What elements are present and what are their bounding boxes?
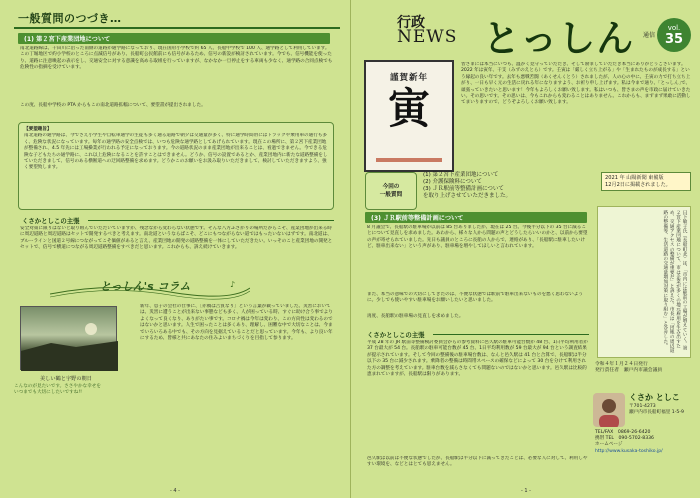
- answer-text: 南北道路の通学路は、今でさえ小学生や自転車通学の生徒も多く通る道路で朝夕は交通量が多く、特に通学時間帯にはトラックや乗用車の通行も多く、危険な状況になっています。毎年の通学路の安全点検では、いつも危険な通学路としてあげられています。現在この場所に、第２宮下産業団地が整備され、4.5 年先には工場操業が行われる予定になっております。今の道路状況のまま産業団地が出来ることは、看過できません。今できる危険な子どもたちの通学路に、これ以上危険になることを許すことはできません。どうか、信号の設置であるとか、産業団地内に新たな道路整備をしていただきまして、信号のある横断道への迂回路整備を求めます。どうかこのお願いをお汲み取りいただきまして、検討していただきますよう、強く要望致します。: [24, 133, 328, 171]
- address: 瀬戸内市長船町福里 1-5-9: [629, 410, 684, 415]
- logo-title: とっしん: [483, 17, 635, 60]
- issue-date: 令和４年１月２４日発行: [595, 362, 648, 367]
- claim-title: くさかとしこの主張: [367, 331, 425, 339]
- claim-body: 平成 28 年の JR 駅前等整備検討委員会からの参考資料に邑久駅の駐車可能台数が 48 台、1日平均利用者が 37 台最大が 54 台。長船駅の駐車可能台数が 45 台、1日平均利用数が 59 台最大が 94 台という調査結果が提示されています。そして今回の整備後の駐車場台数は、なんと邑久駅は 41 台と合算で、長船駅は半分以下の 35 台に減少されます。乗降者の整備は時間帯スペースの確保などによって 30 台を分けて利用された方の調整を考えています。駐車台数を減らさなくても問題ないのではないかと思います。邑久駅は比較的恵まれていますが、長船駅は限りがあります。: [367, 340, 588, 378]
- crane-sunrise-icon: [21, 307, 118, 371]
- section1-body: 南北道路線は、千田川に沿った南側の道路が通学路になっており、現在国府小学校で約 65 人、長船中学校で 100 人、通学路として利用しています。この丁堀地区で約小学校のところに点滅信号があり、長船町公民館前にも信号があるため、信号の新設が検討されています。今でも、信号機能を使ったり、道路に注意喚起の表示をし、交通安全に対する意識を高める取組を行っていますが、なかなか一旦停止をする車両も少なく、通学路の合同点検でも危険性の指摘を受けています。: [20, 46, 333, 71]
- homepage-label: ホームページ: [595, 442, 623, 448]
- section3-body2: また、本当の意味での大切にしてきたのは、不便な状態では駅前で駐車出来ないものを悪く思わないように。少しでも使いやすい駐車場をお願いしたいと思いました。: [367, 292, 583, 304]
- person-icon: [593, 393, 625, 427]
- answer-label: 【要望趣旨】: [24, 127, 52, 132]
- comment-title: くさかとしこの主張: [22, 217, 80, 225]
- volume-badge: [657, 18, 691, 52]
- heading-rule: [14, 27, 340, 29]
- phone-info: [595, 430, 697, 455]
- claim-rule: [433, 334, 589, 335]
- photo-caption2: こんなのが見たいです。ささやかな幸せを いつまでも大切にしたいですね!!: [14, 384, 101, 396]
- volume-number: 35: [664, 32, 684, 47]
- section1-title: (1) 第２宮下産業団地について: [18, 33, 330, 44]
- toc-item: (3) ＪＲ駅前等整備計画について: [423, 186, 504, 192]
- mobile: 携帯 TEL 090-5702-8336: [595, 436, 654, 442]
- author-name: くさか としこ: [629, 393, 680, 402]
- newspaper-title: 2021 年 山陽新聞 東備版: [605, 175, 664, 181]
- publication-info: [595, 362, 695, 374]
- card-seal: [376, 158, 442, 162]
- answer-box: [18, 122, 334, 210]
- column-title: とっしん's コラム: [100, 280, 191, 293]
- newspaper-clipping: 日下敏子氏（長船町北）は、「市内には駅前の工場が増えていく。第２宮下産業団地について、市は企業が多くの地元雇用を生み出すため、交通アクセスの整備が重要だ」と訴えた。市長は「団地の周辺道路の整備等、生活道路の交通量増加対策に取り組む」と答弁した。: [597, 206, 691, 358]
- author-photo: [593, 393, 625, 427]
- comment-rule: [88, 220, 334, 221]
- logo-suffix: 通信: [643, 32, 656, 39]
- page-number: - 1 -: [521, 488, 531, 494]
- newspaper-notice: [601, 172, 691, 191]
- card-greeting: 謹賀新年: [389, 73, 428, 83]
- right-page: [350, 0, 700, 498]
- sunrise-photo: [20, 306, 117, 370]
- section1-body2: この度、長船中学校の PTA からもこの南北道路拡幅について、要望書が提出されました。: [20, 103, 206, 108]
- newspaper-sub: 12月2日に掲載されました。: [605, 181, 671, 188]
- claim-body2: 邑久駅は以前は不便な状態でしたが、長船駅は半分以下に減ってきたことは、必要な人に対して、利用しやすい環境を、などとはとても思えません。: [367, 456, 588, 468]
- section3-body3: 再度、長船駅の駐車場の見直しを求めました。: [367, 314, 464, 319]
- music-note-icon: ♪: [230, 280, 236, 289]
- postal-code: 〒701-4273: [629, 404, 656, 409]
- photo-caption: 美しい鶴と宇野の朝日: [40, 376, 92, 382]
- new-year-card: [364, 60, 454, 172]
- toc-list: [423, 172, 595, 200]
- toc-note: を取り上げさせていただきました。: [423, 193, 512, 199]
- toc-label: 今回の 一般質問: [365, 172, 417, 210]
- comment-text: 安全対策に限りはないと取り組んでいただいていますが、残念ながら変わらない状態です。そんな八方ふさがりの場所だからこそ、産業団地が出来る時に周辺道路と周辺道路はセットで開発するべきと考えます。南北道というならばこそ、どこにもつながらない道ではもったいないはずです。南北道は、ブルーラインと国道２号線につながってこそ価値があると言え、産業団地の開発の道路整備を一体にしていただきたい。いっそのこと産業団地の開発とセットで、信号で横道につながる周辺道路整備をすべきだと思います。これからも、訴え続けていきます。: [20, 226, 333, 251]
- contact-info: [629, 404, 697, 416]
- publisher: 発行責任者 瀬戸内市議会議員: [595, 368, 663, 374]
- logo-small: 行政: [397, 15, 425, 31]
- tel-fax: TEL/FAX 0869-26-6420: [595, 430, 651, 435]
- homepage-link[interactable]: http://www.kusaka-toshiko.jp/: [595, 448, 663, 454]
- logo-news: NEWS: [397, 27, 458, 47]
- toc-item: (1) 第２宮下産業団地について: [423, 172, 499, 178]
- page-number: - 4 -: [170, 488, 180, 494]
- greeting-text: 皆さまには本当にいつも、温かく見守っていただき、そして励ましていただき本当にありがとうございます。2022 年は寅年、干支（みずのえとら）です。壬寅は「厳しく立ち上がる」や「生まれたものが成長する」という縁起の良い年です。去年も悪戦苦闘（あくせんくとう）されましたが、人の心の中に、壬寅の力で打ち立ち上がり、一日も早く元の生活に戻れる年になりますよう、お祈り申し上げます。私は今まで通り、｢とっしん｣で、頑張っていきたいと思います！今年もよろしくお願い致します。私はいつも、皆さまの声を市政に届けていきたい。その思いです。その思いは、今もこれからも変わることはありません。これからも、まずまず果敢に活動してまいりますので、どうぞよろしくお願い致します。: [461, 62, 691, 106]
- column-text: 新年、息子の会社の仕事に、［赤禍は吉質なり］という言葉が載っていました。災害においては、災害に遭うことが出来ない事態なども多く、人が困っている時、すぐに助け合う事でよりよくなって良くなり、ありがたい事です。コロナ禍は今年は変わり、この方向性は変わるのではないかと思います。人生で困ったことは多くあり、理解し、困難な中で大切なことは、今までいろいろある中でも、その方向を見据えていることだと思っています。今年も、より良い年にするため、皆様と共にあなたの住みよいまちづくりを目指して参ります。: [140, 304, 333, 342]
- section3-title: (3) ＪＲ駅前等整備計画について: [365, 212, 587, 223]
- page-heading: 一般質問のつづき…: [18, 12, 122, 25]
- card-kanji: 寅: [387, 84, 430, 133]
- volume-label: vol.: [667, 24, 681, 32]
- section3-body: 8 月議会で、長船駅の駐車場が以前は 85 台ありましたが、現在は 25 台。今後半分以下の 35 台に減ることについて見直しを求めました。あわから、様々な人から問題の声とどうしたらいいのかと、以前から要望の声が寄せられていました。先日も議員のところに長船の人からで、連絡があり、「長船駅に駐車したいけど、駐車出来ない」という声があり、駐車場を増やしてほしいと言われています。: [367, 225, 588, 250]
- toc-item: (2) 介護保険料について: [423, 179, 482, 185]
